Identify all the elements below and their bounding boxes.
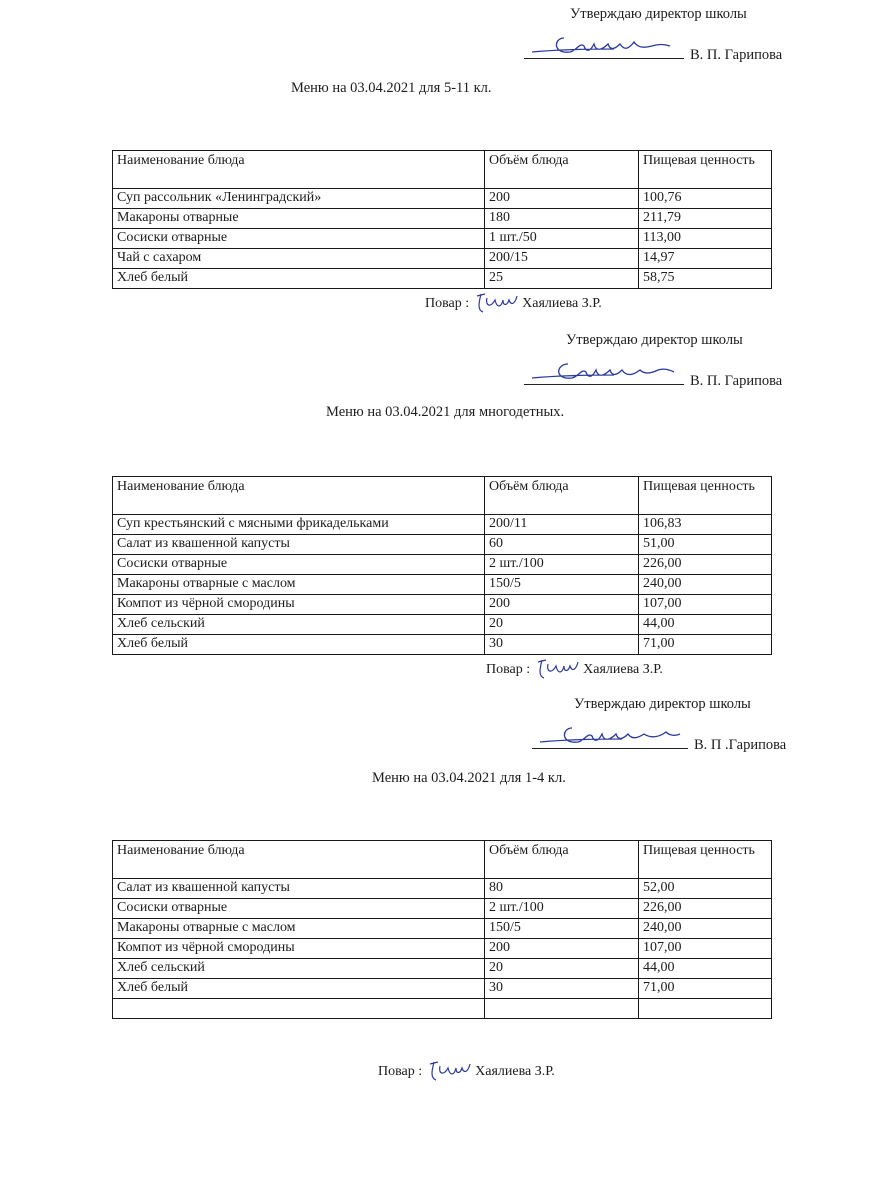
column-header-name: Наименование блюда	[113, 841, 485, 879]
column-header-name: Наименование блюда	[113, 477, 485, 515]
dish-value: 107,00	[639, 595, 772, 615]
dish-value: 240,00	[639, 575, 772, 595]
approval-text: Утверждаю директор школы	[566, 332, 743, 348]
cook-name: Хаялиева З.Р.	[522, 296, 602, 312]
dish-value: 240,00	[639, 919, 772, 939]
dish-name: Хлеб белый	[113, 979, 485, 999]
column-header-volume: Объём блюда	[485, 841, 639, 879]
dish-name: Макароны отварные с маслом	[113, 575, 485, 595]
table-row	[113, 615, 772, 635]
dish-volume: 60	[485, 535, 639, 555]
dish-value: 51,00	[639, 535, 772, 555]
dish-value: 44,00	[639, 615, 772, 635]
director-name: В. П. Гарипова	[690, 47, 783, 63]
cook-name: Хаялиева З.Р.	[475, 1064, 555, 1080]
dish-volume: 30	[485, 979, 639, 999]
table-row	[113, 899, 772, 919]
table-header-row	[113, 477, 772, 515]
dish-name: Салат из квашенной капусты	[113, 879, 485, 899]
cook-signature-icon	[473, 294, 519, 314]
column-header-volume: Объём блюда	[485, 151, 639, 189]
dish-name: Макароны отварные с маслом	[113, 919, 485, 939]
dish-value: 211,79	[639, 209, 772, 229]
cook-label: Повар :	[486, 662, 531, 678]
dish-volume: 200	[485, 595, 639, 615]
dish-name: Суп крестьянский с мясными фрикадельками	[113, 515, 485, 535]
director-signature-icon	[524, 368, 684, 385]
column-header-value: Пищевая ценность	[639, 151, 772, 189]
director-name: В. П .Гарипова	[694, 737, 787, 753]
director-name: В. П. Гарипова	[690, 373, 783, 389]
dish-value: 58,75	[639, 269, 772, 289]
table-row	[113, 515, 772, 535]
director-line	[524, 368, 782, 390]
dish-value: 44,00	[639, 959, 772, 979]
dish-volume: 2 шт./100	[485, 555, 639, 575]
cook-label: Повар :	[425, 296, 470, 312]
dish-name: Сосиски отварные	[113, 899, 485, 919]
dish-value: 71,00	[639, 979, 772, 999]
dish-name: Суп рассольник «Ленинградский»	[113, 189, 485, 209]
dish-name: Компот из чёрной смородины	[113, 595, 485, 615]
table-row-empty	[113, 999, 772, 1019]
table-row	[113, 189, 772, 209]
director-signature-icon	[532, 732, 688, 749]
cook-signature-icon	[534, 660, 580, 680]
dish-name: Сосиски отварные	[113, 229, 485, 249]
dish-volume: 1 шт./50	[485, 229, 639, 249]
table-row	[113, 575, 772, 595]
menu-table	[112, 476, 772, 655]
dish-name: Сосиски отварные	[113, 555, 485, 575]
cook-signature-icon	[426, 1062, 472, 1082]
table-row	[113, 939, 772, 959]
table-row	[113, 959, 772, 979]
dish-volume: 30	[485, 635, 639, 655]
dish-value: 226,00	[639, 555, 772, 575]
column-header-name: Наименование блюда	[113, 151, 485, 189]
table-row	[113, 249, 772, 269]
director-line	[524, 42, 782, 64]
dish-volume: 200/11	[485, 515, 639, 535]
dish-volume: 150/5	[485, 575, 639, 595]
dish-volume: 2 шт./100	[485, 899, 639, 919]
dish-name: Макароны отварные	[113, 209, 485, 229]
table-row	[113, 879, 772, 899]
dish-name: Хлеб сельский	[113, 959, 485, 979]
table-header-row	[113, 841, 772, 879]
director-line	[532, 732, 786, 754]
table-row	[113, 595, 772, 615]
dish-volume: 150/5	[485, 919, 639, 939]
table-row	[113, 535, 772, 555]
dish-name: Чай с сахаром	[113, 249, 485, 269]
dish-value: 107,00	[639, 939, 772, 959]
cook-line	[425, 294, 602, 314]
menu-table	[112, 840, 772, 1019]
dish-value: 100,76	[639, 189, 772, 209]
approval-text: Утверждаю директор школы	[574, 696, 751, 712]
cook-label: Повар :	[378, 1064, 423, 1080]
table-row	[113, 979, 772, 999]
dish-volume: 180	[485, 209, 639, 229]
dish-name: Салат из квашенной капусты	[113, 535, 485, 555]
menu-title: Меню на 03.04.2021 для 1-4 кл.	[372, 770, 566, 786]
dish-volume: 25	[485, 269, 639, 289]
menu-title: Меню на 03.04.2021 для 5-11 кл.	[291, 80, 492, 96]
table-row	[113, 229, 772, 249]
approval-text: Утверждаю директор школы	[570, 6, 747, 22]
dish-value: 113,00	[639, 229, 772, 249]
dish-volume: 80	[485, 879, 639, 899]
dish-volume: 200	[485, 189, 639, 209]
dish-name: Компот из чёрной смородины	[113, 939, 485, 959]
table-row	[113, 919, 772, 939]
cook-line	[378, 1062, 555, 1082]
dish-name: Хлеб белый	[113, 635, 485, 655]
column-header-volume: Объём блюда	[485, 477, 639, 515]
table-row	[113, 269, 772, 289]
menu-title: Меню на 03.04.2021 для многодетных.	[326, 404, 565, 420]
dish-value: 71,00	[639, 635, 772, 655]
dish-value: 52,00	[639, 879, 772, 899]
dish-volume: 200/15	[485, 249, 639, 269]
table-row	[113, 635, 772, 655]
table-row	[113, 209, 772, 229]
dish-name: Хлеб сельский	[113, 615, 485, 635]
cook-name: Хаялиева З.Р.	[583, 662, 663, 678]
column-header-value: Пищевая ценность	[639, 477, 772, 515]
dish-value: 226,00	[639, 899, 772, 919]
table-row	[113, 555, 772, 575]
column-header-value: Пищевая ценность	[639, 841, 772, 879]
director-signature-icon	[524, 42, 684, 59]
dish-value: 14,97	[639, 249, 772, 269]
table-header-row	[113, 151, 772, 189]
menu-table	[112, 150, 772, 289]
dish-name: Хлеб белый	[113, 269, 485, 289]
cook-line	[486, 660, 663, 680]
dish-volume: 20	[485, 959, 639, 979]
dish-value: 106,83	[639, 515, 772, 535]
dish-volume: 20	[485, 615, 639, 635]
dish-volume: 200	[485, 939, 639, 959]
